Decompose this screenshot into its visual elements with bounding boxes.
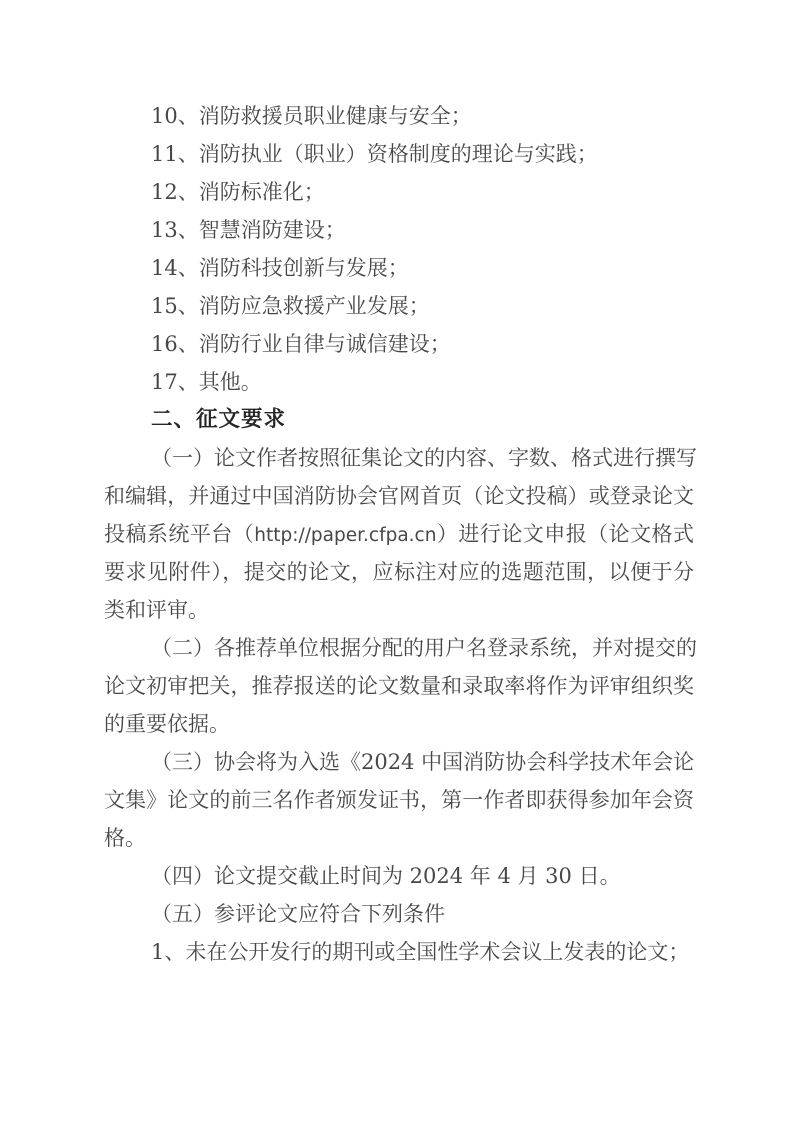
- section-heading: 二、征文要求: [151, 407, 287, 432]
- list-item-line: 14、消防科技创新与发展；: [151, 256, 409, 280]
- paragraph-line: （四）论文提交截止时间为 2024 年 4 月 30 日。: [151, 864, 621, 888]
- url-text: http://paper.cfpa.cn: [254, 525, 437, 546]
- paragraph-line: （一）论文作者按照征集论文的内容、字数、格式进行撰写: [151, 446, 697, 470]
- document-content: [104, 97, 697, 971]
- list-item-line: 10、消防救援员职业健康与安全；: [151, 104, 472, 128]
- paragraph-line: （二）各推荐单位根据分配的用户名登录系统，并对提交的: [151, 636, 697, 660]
- paragraph-line: 和编辑，并通过中国消防协会官网首页（论文投稿）或登录论文: [104, 484, 694, 508]
- paragraph-line: 的重要依据。: [104, 712, 230, 736]
- paragraph-line: 要求见附件），提交的论文，应标注对应的选题范围，以便于分: [104, 560, 694, 584]
- list-item-line: 16、消防行业自律与诚信建设；: [151, 332, 451, 356]
- list-item-line: 11、消防执业（职业）资格制度的理论与实践；: [151, 142, 598, 166]
- paragraph-line: 类和评审。: [104, 598, 209, 622]
- paragraph-line: 1、未在公开发行的期刊或全国性学术会议上发表的论文；: [151, 940, 690, 964]
- paragraph-line: 格。: [104, 826, 146, 850]
- paragraph-line: （五）参评论文应符合下列条件: [151, 902, 445, 926]
- paragraph-line: 论文初审把关，推荐报送的论文数量和录取率将作为评审组织奖: [104, 674, 694, 698]
- paragraph-text: ）进行论文申报（论文格式: [436, 522, 695, 546]
- paragraph-line: 文集》论文的前三名作者颁发证书，第一作者即获得参加年会资: [104, 788, 694, 812]
- list-item-line: 12、消防标准化；: [151, 180, 325, 204]
- list-item-line: 17、其他。: [151, 370, 262, 394]
- paragraph-line: [104, 515, 694, 553]
- list-item-line: 15、消防应急救援产业发展；: [151, 294, 430, 318]
- paragraph-line: （三）协会将为入选《2024 中国消防协会科学技术年会论: [151, 750, 695, 774]
- paragraph-text: 投稿系统平台（: [104, 522, 255, 546]
- list-item-line: 13、智慧消防建设；: [151, 218, 346, 242]
